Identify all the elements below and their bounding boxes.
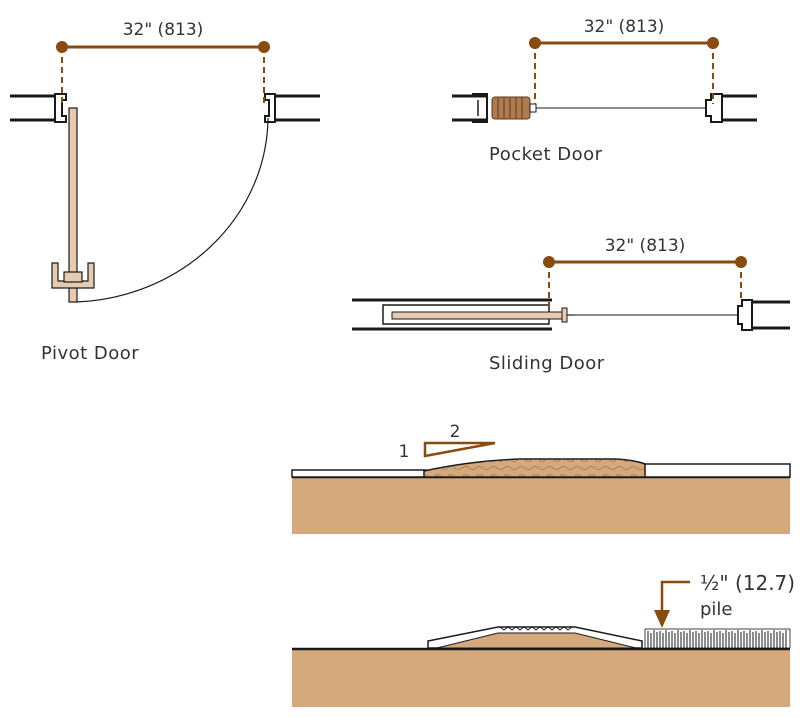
ramp-right-finish <box>642 464 790 477</box>
pivot-dimension-label: 32" (813) <box>122 20 204 40</box>
pivot-left-wall <box>10 94 66 122</box>
pocket-door-leaf <box>492 97 536 119</box>
pocket-left-wall <box>452 94 487 122</box>
slope-triangle <box>425 443 495 456</box>
pile-height-label: ½" (12.7) <box>700 571 796 595</box>
carpet-pile-texture <box>648 630 786 648</box>
pivot-swing-arc <box>76 118 268 302</box>
wood-ramp <box>424 459 645 477</box>
threshold-ramp-section <box>292 422 790 534</box>
pocket-dimension-label: 32" (813) <box>583 17 665 37</box>
transition-strip <box>428 627 642 648</box>
pivot-dimension-line <box>56 41 270 104</box>
pivot-right-wall <box>265 94 320 122</box>
sliding-dimension-label: 32" (813) <box>604 236 686 256</box>
carpet-transition-section <box>292 571 795 707</box>
pile-label: pile <box>700 599 733 620</box>
sliding-door-caption: Sliding Door <box>489 353 605 374</box>
pivot-door-diagram <box>10 20 320 364</box>
pocket-door-diagram <box>452 17 757 165</box>
pivot-door-caption: Pivot Door <box>41 343 140 364</box>
slope-rise-label: 1 <box>398 442 410 462</box>
ramp-left-finish <box>292 470 426 477</box>
carpet-floor-slab <box>292 649 790 707</box>
ramp-floor-slab <box>292 477 790 534</box>
sliding-door-diagram <box>352 236 790 374</box>
pocket-dimension-line <box>529 37 719 104</box>
slope-run-label: 2 <box>449 422 461 442</box>
pile-pointer-arrow <box>654 582 690 628</box>
sliding-dimension-line <box>543 256 747 310</box>
pocket-door-caption: Pocket Door <box>489 144 603 165</box>
sliding-right-wall <box>738 300 790 330</box>
